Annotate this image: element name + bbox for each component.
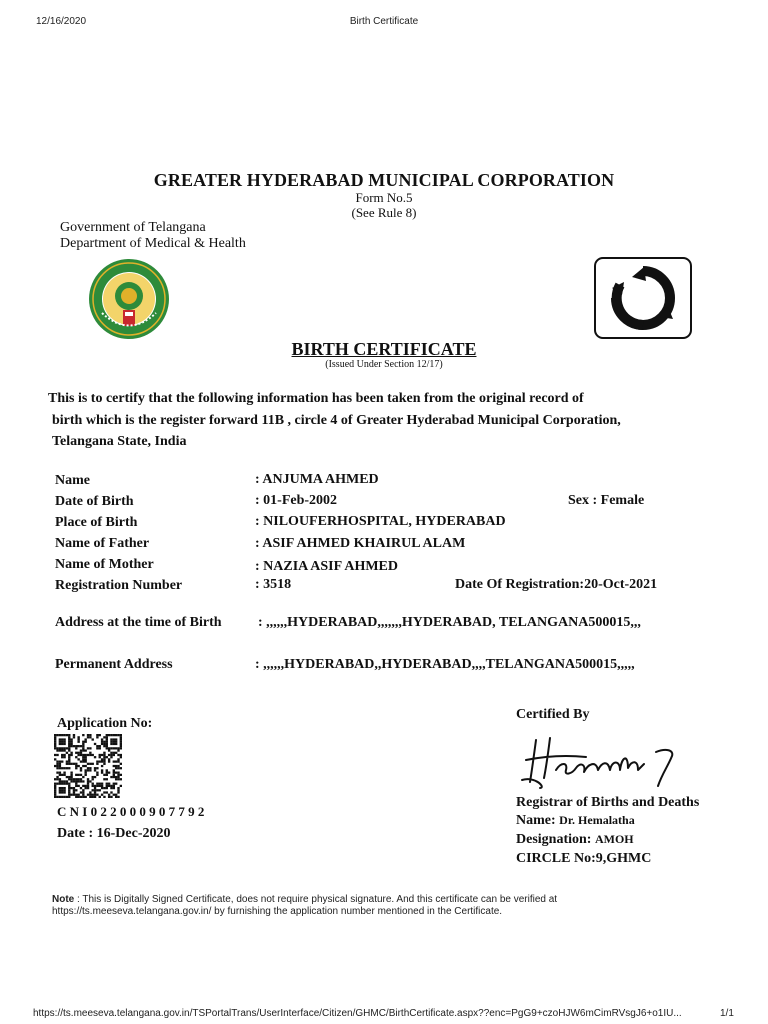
- registration-label: Registration Number: [55, 578, 183, 593]
- intro-line-2: birth which is the register forward 11B , circle 4 of Greater Hyderabad Municipal Corporation,: [52, 413, 621, 428]
- birth-address-value: : ,,,,,,HYDERABAD,,,,,,,HYDERABAD, TELANGANA500015,,,: [258, 615, 641, 630]
- father-value: : ASIF AHMED KHAIRUL ALAM: [255, 536, 466, 551]
- issued-under: (Issued Under Section 12/17): [325, 359, 443, 370]
- form-number: Form No.5: [355, 190, 413, 205]
- note-line-2: https://ts.meeseva.telangana.gov.in/ by furnishing the application number mentioned in the Certificate.: [52, 906, 503, 917]
- print-url: https://ts.meeseva.telangana.gov.in/TSPortalTrans/UserInterface/Citizen/GHMC/BirthCertificate.aspx??enc=PgG9+czoHJW6mCimRVsgJ6+o1IU...: [33, 1008, 682, 1019]
- name-value: : ANJUMA AHMED: [255, 472, 379, 487]
- note-label: Note: [52, 894, 75, 905]
- print-page-number: 1/1: [720, 1008, 734, 1019]
- note-line-1: [52, 894, 557, 905]
- department-name: Department of Medical & Health: [60, 236, 246, 251]
- circle-number: CIRCLE No:9,GHMC: [516, 851, 652, 866]
- pob-value: : NILOUFERHOSPITAL, HYDERABAD: [255, 514, 506, 529]
- government-name: Government of Telangana: [60, 220, 206, 235]
- permanent-address-label: Permanent Address: [55, 657, 173, 672]
- telangana-seal-icon: [88, 258, 170, 340]
- qr-code-icon: [54, 734, 122, 798]
- designation: [516, 832, 634, 848]
- application-date: Date : 16-Dec-2020: [57, 826, 171, 841]
- note-text-1: : This is Digitally Signed Certificate, does not require physical signature. And this certificate can be verified at: [77, 894, 558, 905]
- registration-date: Date Of Registration:20-Oct-2021: [455, 577, 658, 592]
- permanent-address-value: : ,,,,,,HYDERABAD,,HYDERABAD,,,,TELANGANA500015,,,,,: [255, 657, 635, 672]
- certified-by-label: Certified By: [516, 707, 590, 722]
- application-number: C N I 0 2 2 0 0 0 9 0 7 7 9 2: [57, 804, 205, 819]
- pob-label: Place of Birth: [55, 515, 138, 530]
- mother-label: Name of Mother: [55, 557, 154, 572]
- dob-label: Date of Birth: [55, 494, 134, 509]
- intro-line-1: This is to certify that the following information has been taken from the original record of: [48, 391, 584, 406]
- print-title: Birth Certificate: [349, 16, 419, 27]
- birth-address-label: Address at the time of Birth: [55, 615, 222, 630]
- registrar-name-value: Dr. Hemalatha: [559, 813, 635, 827]
- intro-line-3: Telangana State, India: [52, 434, 187, 449]
- dob-value: : 01-Feb-2002: [255, 493, 338, 508]
- designation-label: Designation:: [516, 832, 592, 847]
- father-label: Name of Father: [55, 536, 150, 551]
- rule-reference: (See Rule 8): [351, 205, 417, 220]
- corporation-title: GREATER HYDERABAD MUNICIPAL CORPORATION: [153, 170, 615, 190]
- registrar-name-label: Name:: [516, 813, 556, 828]
- print-date: 12/16/2020: [36, 16, 87, 27]
- sex-value: Sex : Female: [568, 493, 645, 508]
- signature-icon: [516, 730, 686, 790]
- registrar-title: Registrar of Births and Deaths: [516, 795, 700, 810]
- ghmc-logo-icon: [594, 257, 692, 339]
- name-label: Name: [55, 473, 90, 488]
- registration-value: : 3518: [255, 577, 292, 592]
- registrar-name: [516, 813, 635, 829]
- application-label: Application No:: [57, 716, 153, 731]
- designation-value: AMOH: [594, 832, 634, 846]
- government-block: [60, 220, 246, 252]
- mother-value: : NAZIA ASIF AHMED: [255, 559, 399, 574]
- certificate-title: BIRTH CERTIFICATE: [291, 339, 477, 359]
